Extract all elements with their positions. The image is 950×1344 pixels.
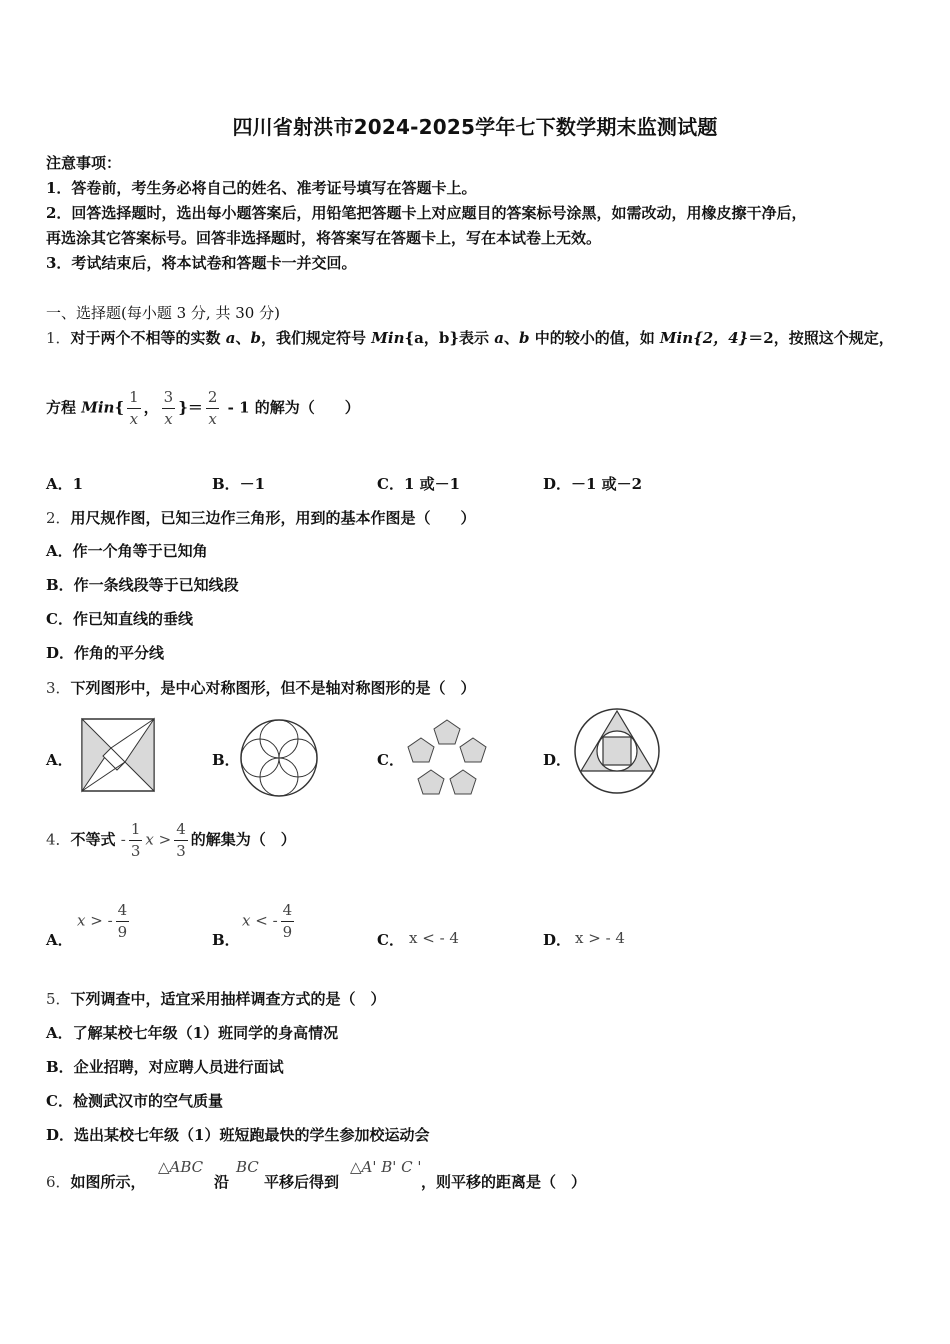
page-title: 四川省射洪市2024-2025学年七下数学期末监测试题 — [232, 115, 718, 139]
question-1-stem: 1．对于两个不相等的实数 a、b，我们规定符号 Min{a，b}表示 a、b 中的较小的值，如 Min{2，4}＝2，按照这个规定， — [46, 329, 894, 347]
question-1-option-d[interactable]: D．－1 或－2 — [543, 475, 643, 493]
question-6-along: 沿 — [214, 1173, 230, 1191]
question-4-label-d[interactable]: D． — [543, 931, 572, 949]
fraction-2-over-x: $\frac{2}{x}$ — [207, 388, 218, 428]
question-4-option-c-expr[interactable]: x < - 4 — [409, 929, 459, 947]
notes-item-2-cont: 再选涂其它答案标号。回答非选择题时，将答案写在答题卡上，写在本试卷上无效。 — [46, 229, 602, 247]
question-4-stem: 4．不等式 - $\frac{1}{3}$ x > $\frac{4}{3}$ 的解集为（ ） — [46, 820, 296, 860]
question-5-option-d[interactable]: D．选出某校七年级（1）班短跑最快的学生参加校运动会 — [46, 1126, 430, 1144]
fraction-1-over-3: $\frac{1}{3}$ — [130, 820, 141, 860]
question-1-equation: 方程 Min{ $\frac{1}{x}$ ， $\frac{3}{x}$ }＝ $\frac{2}{x}$ - 1 的解为（ ） — [46, 388, 360, 428]
five-pentagons-figure[interactable] — [405, 718, 489, 796]
question-3-label-a[interactable]: A． — [46, 751, 73, 769]
fraction-4-over-9-a: $\frac{4}{9}$ — [117, 901, 128, 941]
question-4-option-d-expr[interactable]: x > - 4 — [575, 929, 625, 947]
question-5-option-c[interactable]: C．检测武汉市的空气质量 — [46, 1092, 223, 1110]
circle-triangle-square-figure[interactable] — [573, 708, 661, 794]
question-4-option-a-expr[interactable]: x > - $\frac{4}{9}$ — [77, 901, 128, 941]
question-6-translate-text: 平移后得到 — [264, 1173, 340, 1191]
question-3-stem: 3．下列图形中，是中心对称图形，但不是轴对称图形的是（ ） — [46, 679, 476, 697]
question-3-label-b[interactable]: B． — [212, 751, 240, 769]
question-2-stem: 2．用尺规作图，已知三边作三角形，用到的基本作图是（ ） — [46, 509, 476, 527]
question-4-label-b[interactable]: B． — [212, 931, 240, 949]
question-2-option-d[interactable]: D．作角的平分线 — [46, 644, 165, 662]
fraction-4-over-9-b: $\frac{4}{9}$ — [282, 901, 293, 941]
question-2-option-c[interactable]: C．作已知直线的垂线 — [46, 610, 193, 628]
question-4-label-c[interactable]: C． — [377, 931, 404, 949]
fraction-3-over-x: $\frac{3}{x}$ — [163, 388, 174, 428]
question-4-option-b-expr[interactable]: x < - $\frac{4}{9}$ — [242, 901, 293, 941]
question-5-stem: 5．下列调查中，适宜采用抽样调查方式的是（ ） — [46, 990, 386, 1008]
question-2-option-a[interactable]: A．作一个角等于已知角 — [46, 542, 208, 560]
question-2-option-b[interactable]: B．作一条线段等于已知线段 — [46, 576, 239, 594]
section-heading: 一、选择题(每小题 3 分, 共 30 分) — [46, 304, 280, 322]
segment-bc-symbol: BC — [236, 1158, 259, 1176]
question-3-label-d[interactable]: D． — [543, 751, 572, 769]
fraction-4-over-3: $\frac{4}{3}$ — [176, 820, 186, 860]
question-1-option-a[interactable]: A．1 — [46, 475, 84, 493]
notes-heading: 注意事项： — [46, 154, 122, 172]
triangle-abc-symbol: △ABC — [158, 1158, 204, 1176]
notes-item-3: 3．考试结束后，将本试卷和答题卡一并交回。 — [46, 254, 357, 272]
question-6-stem-end: ，则平移的距离是（ ） — [421, 1173, 587, 1191]
triangle-a-prime-symbol: △A' B' C ' — [350, 1158, 422, 1176]
question-1-option-b[interactable]: B．－1 — [212, 475, 266, 493]
question-6-stem-a: 6．如图所示， — [46, 1173, 146, 1191]
question-4-label-a[interactable]: A． — [46, 931, 73, 949]
square-pinwheel-figure[interactable] — [81, 718, 155, 792]
fraction-1-over-x: $\frac{1}{x}$ — [129, 388, 139, 428]
question-1-option-c[interactable]: C．1 或－1 — [377, 475, 461, 493]
question-3-label-c[interactable]: C． — [377, 751, 404, 769]
notes-item-1: 1．答卷前，考生务必将自己的姓名、准考证号填写在答题卡上。 — [46, 179, 477, 197]
four-petal-circle-figure[interactable] — [238, 718, 320, 798]
question-5-option-a[interactable]: A．了解某校七年级（1）班同学的身高情况 — [46, 1024, 339, 1042]
notes-item-2: 2．回答选择题时，选出每小题答案后，用铅笔把答题卡上对应题目的答案标号涂黑，如需改动，用橡皮擦干净后， — [46, 204, 807, 222]
question-5-option-b[interactable]: B．企业招聘，对应聘人员进行面试 — [46, 1058, 284, 1076]
